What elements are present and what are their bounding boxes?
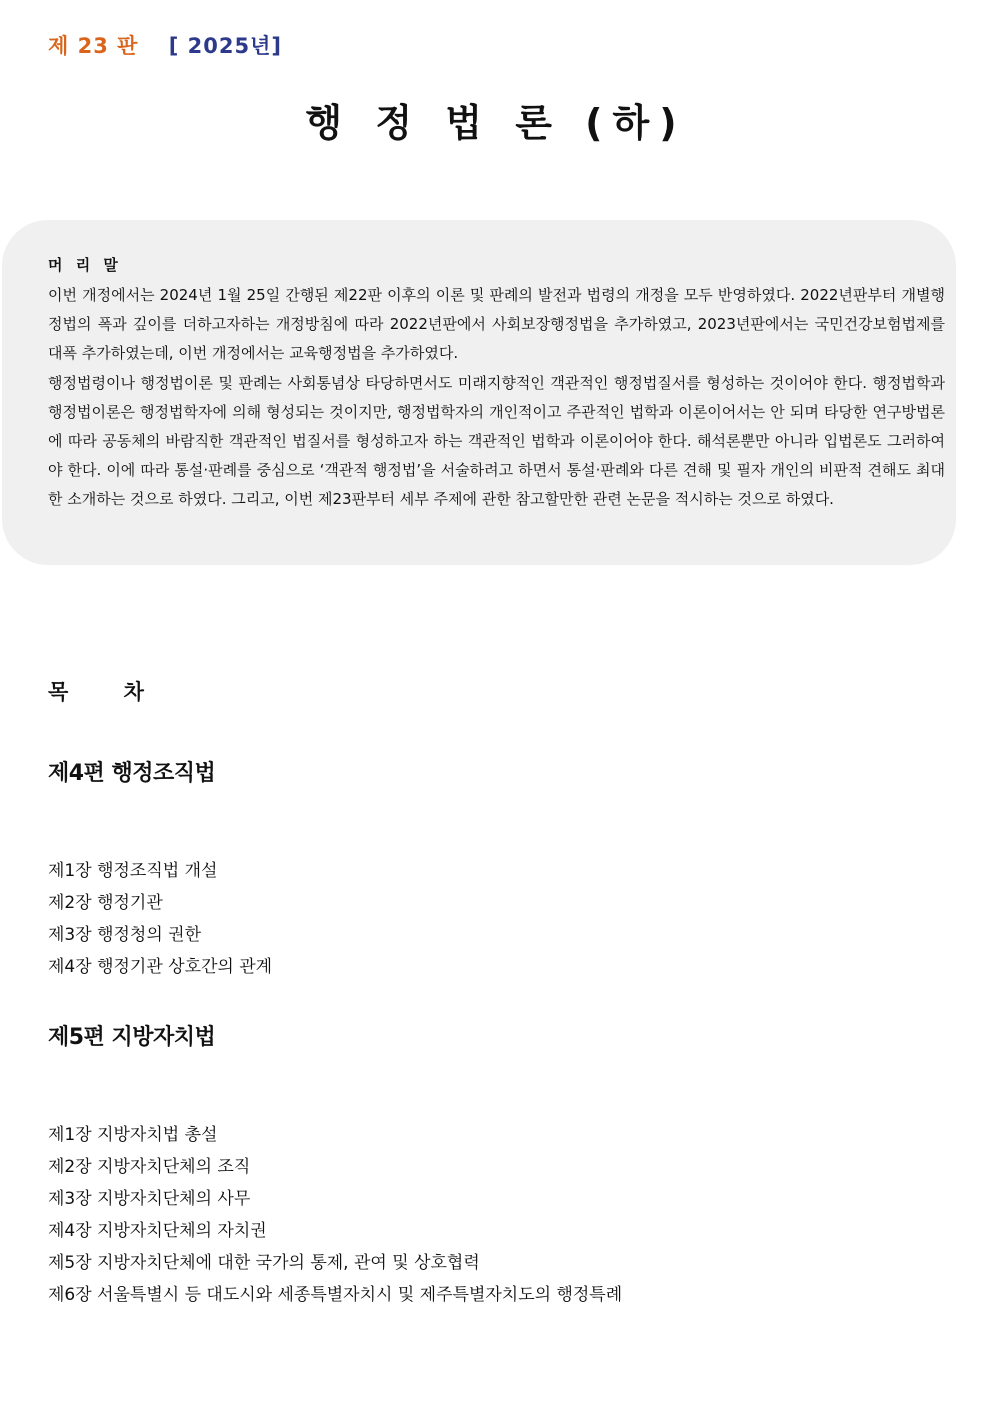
chapter-item: 제4장 지방자치단체의 자치권 (48, 1221, 267, 1241)
chapter-item: 제5장 지방자치단체에 대한 국가의 통제, 관여 및 상호협력 (48, 1253, 480, 1273)
chapter-item: 제1장 행정조직법 개설 (48, 861, 218, 881)
preface-box (2, 220, 956, 565)
chapter-item: 제1장 지방자치법 총설 (48, 1125, 218, 1145)
toc-heading: 목 차 (48, 680, 144, 704)
preface-body (48, 281, 945, 515)
edition-number: 제 23 판 (48, 34, 139, 58)
chapter-item: 제3장 지방자치단체의 사무 (48, 1189, 251, 1209)
part-title: 제5편 지방자치법 (48, 1025, 216, 1050)
preface-paragraph: 행정법령이나 행정법이론 및 판례는 사회통념상 타당하면서도 미래지향적인 객관적인 행정법질서를 형성하는 것이어야 한다. 행정법학과 행정법이론은 행정법학자에 의해 형성되는 것이지만, 행정법학자의 개인적이고 주관적인 법학과 이론이어서는 안 되며 타당한 연구방법론에 따라 공동체의 바람직한 객관적인 법질서를 형성하고자 하는 객관적인 법학과 이론이어야 한다. 해석론뿐만 아니라 입법론도 그러하여야 한다. 이에 따라 통설·판례를 중심으로 ‘객관적 행정법’을 서술하려고 하면서 통설·판례와 다른 견해 및 필자 개인의 비판적 견해도 최대한 소개하는 것으로 하였다. 그리고, 이번 제23판부터 세부 주제에 관한 참고할만한 관련 논문을 적시하는 것으로 하였다. (48, 373, 945, 509)
chapter-item: 제6장 서울특별시 등 대도시와 세종특별자치시 및 제주특별자치도의 행정특례 (48, 1285, 623, 1305)
chapter-item: 제2장 행정기관 (48, 893, 163, 913)
chapter-item: 제4장 행정기관 상호간의 관계 (48, 957, 273, 977)
part-title: 제4편 행정조직법 (48, 761, 216, 786)
edition-header (48, 30, 282, 60)
preface-paragraph: 이번 개정에서는 2024년 1월 25일 간행된 제22판 이후의 이론 및 판례의 발전과 법령의 개정을 모두 반영하였다. 2022년판부터 개별행정법의 폭과 깊이를 더하고자하는 개정방침에 따라 2022년판에서 사회보장행정법을 추가하였고, 2023년판에서는 국민건강보험법제를 대폭 추가하였는데, 이번 개정에서는 교육행정법을 추가하였다. (48, 286, 945, 363)
preface-title: 머 리 말 (48, 256, 122, 274)
book-title: 행 정 법 론 (하) (305, 101, 687, 145)
chapter-item: 제2장 지방자치단체의 조직 (48, 1157, 251, 1177)
chapter-list (48, 1119, 622, 1311)
chapter-list (48, 855, 272, 983)
edition-year: [ 2025년] (168, 34, 282, 58)
chapter-item: 제3장 행정청의 권한 (48, 925, 201, 945)
